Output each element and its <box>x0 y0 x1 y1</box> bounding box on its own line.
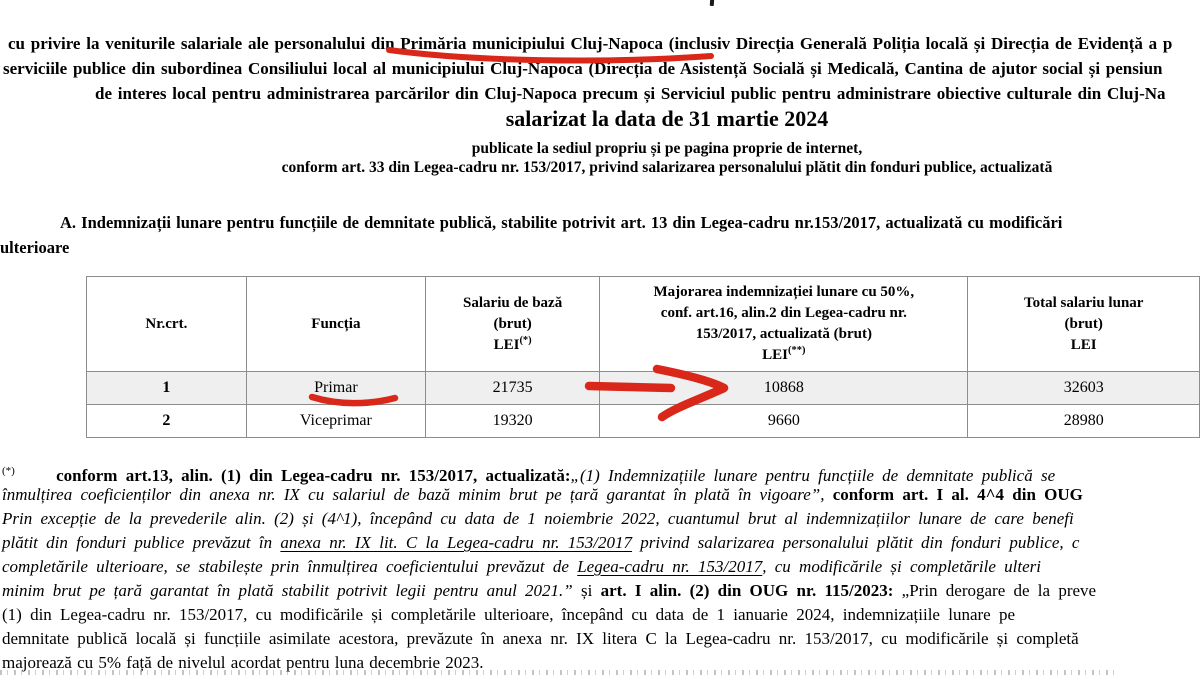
footnote-line: înmulțirea coeficienților din anexa nr. IX cu salariul de bază minim brut pe țară garantat în plată în vigoare”, conform art. I al. 4^4 din OUG <box>2 485 1083 504</box>
footnote-line: (*) conform art.13, alin. (1) din Legea-cadru nr. 153/2017, actualizată:„(1) Indemnizațiile lunare pentru funcțiile de demnitate publică se <box>2 465 1056 485</box>
header-line-1: cu privire la veniturile salariale ale personalului din Primăria municipiului Cluj-Napoca (inclusiv Direcția Generală Poliția locală și Direcția de Evidență a p <box>8 34 1173 53</box>
table-row-primar <box>87 372 1200 405</box>
col-header-salariu-baza: Salariu de bază (brut) LEI(*) <box>425 277 599 372</box>
footnote-line: (1) din Legea-cadru nr. 153/2017, cu modificările și completările ulterioare, începând cu data de 1 ianuarie 2024, indemnizațiile lunare pe <box>2 605 1015 624</box>
cell-nr: 1 <box>87 372 247 405</box>
cell-total: 28980 <box>968 405 1200 438</box>
header-line-3: de interes local pentru administrarea parcărilor din Cluj-Napoca precum și Serviciul public pentru administrare obiective culturale din Cluj-Na <box>95 84 1166 103</box>
cell-salariu-baza: 19320 <box>425 405 599 438</box>
section-a-heading-line-2: ulterioare <box>0 238 70 257</box>
footnote-line: demnitate publică locală și funcțiile asimilate acestora, prevăzute în anexa nr. IX litera C la Legea-cadru nr. 153/2017, cu modificările și completă <box>2 629 1079 648</box>
footnote-line: plătit din fonduri publice prevăzut în anexa nr. IX lit. C la Legea-cadru nr. 153/2017 privind salarizarea personalului plătit din fonduri publice, c <box>2 533 1080 552</box>
table-row-viceprimar <box>87 405 1200 438</box>
section-a-heading-line-1: A. Indemnizații lunare pentru funcțiile de demnitate publică, stabilite potrivit art. 13 din Legea-cadru nr.153/2017, actualizată cu modificări <box>60 213 1063 232</box>
cell-salariu-baza: 21735 <box>425 372 599 405</box>
footnote-line: majorează cu 5% față de nivelul acordat pentru luna decembrie 2023. <box>2 653 484 672</box>
cell-majorare: 10868 <box>600 372 968 405</box>
footnote-ref-star: (*) <box>519 334 532 346</box>
col-header-nr-crt: Nr.crt. <box>87 277 247 372</box>
document-title: salarizat la data de 31 martie 2024 <box>505 106 829 131</box>
cell-functie: Primar <box>246 372 425 405</box>
document-subtitle-2: conform art. 33 din Legea-cadru nr. 153/2017, privind salarizarea personalului plătit din fonduri publice, actualizată <box>281 159 1053 176</box>
document-subtitle-1: publicate la sediul propriu și pe pagina proprie de internet, <box>471 140 863 157</box>
footnote-line: minim brut pe țară garantat în plată stabilit potrivit legii pentru anul 2021.” și art. I alin. (2) din OUG nr. 115/2023: „Prin derogare de la preve <box>2 581 1097 600</box>
salary-table <box>86 276 1200 438</box>
cell-majorare: 9660 <box>600 405 968 438</box>
cell-nr: 2 <box>87 405 247 438</box>
table-header-row <box>87 277 1200 372</box>
clipped-bottom-text-line <box>0 670 1120 675</box>
footnote-line: Prin excepție de la prevederile alin. (2) și (4^1), începând cu data de 1 noiembrie 2022, cuantumul brut al indemnizațiilor lunare de care benefi <box>2 509 1074 528</box>
footnote-line: completările ulterioare, se stabilește prin înmulțirea coeficientului prevăzut de Legea-cadru nr. 153/2017, cu modificările și completările ulteri <box>2 557 1042 576</box>
col-header-majorare: Majorarea indemnizației lunare cu 50%, conf. art.16, alin.2 din Legea-cadru nr. 153/2017, actualizată (brut) LEI(**) <box>600 277 968 372</box>
col-header-functia: Funcția <box>246 277 425 372</box>
cell-functie: Viceprimar <box>246 405 425 438</box>
cell-total: 32603 <box>968 372 1200 405</box>
clipped-text-fragment <box>710 0 715 6</box>
header-line-2: serviciile publice din subordinea Consiliului local al municipiului Cluj-Napoca (Direcția de Asistență Socială și Medicală, Cantina de ajutor social și pensiun <box>3 59 1163 78</box>
col-header-total: Total salariu lunar (brut) LEI <box>968 277 1200 372</box>
footnote-ref-double-star: (**) <box>788 345 806 356</box>
